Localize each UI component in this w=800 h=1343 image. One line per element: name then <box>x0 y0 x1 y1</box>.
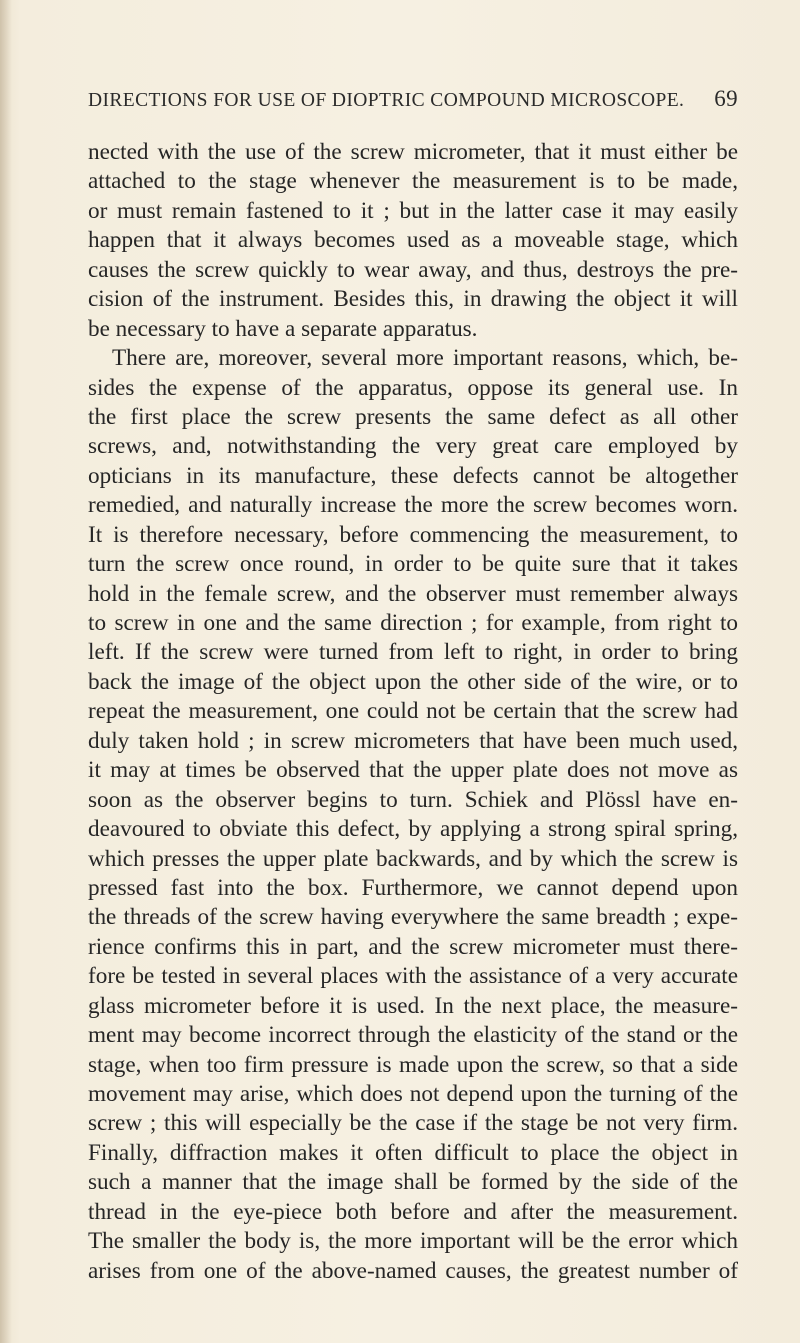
text-line: arises from one of the above-named causes, the greatest number of <box>88 1257 738 1284</box>
text-line: sides the expense of the apparatus, oppose its general use. In <box>88 374 738 401</box>
text-line: back the image of the object upon the other side of the wire, or to <box>88 668 738 695</box>
text-line: screw ; this will especially be the case if the stage be not very firm. <box>88 1110 738 1137</box>
text-line: or must remain fastened to it ; but in the latter case it may easily <box>88 197 738 224</box>
text-line: soon as the observer begins to turn. Schiek and Plössl have en- <box>88 786 738 813</box>
text-line: such a manner that the image shall be formed by the side of the <box>88 1169 738 1196</box>
text-line: stage, when too firm pressure is made upon the screw, so that a side <box>88 1051 738 1078</box>
text-line: thread in the eye-piece both before and after the measurement. <box>88 1198 738 1225</box>
text-line: causes the screw quickly to wear away, and thus, destroys the pre- <box>88 256 738 283</box>
text-line: the threads of the screw having everywhere the same breadth ; expe- <box>88 904 738 931</box>
page-number: 69 <box>714 86 738 111</box>
text-line: screws, and, notwithstanding the very great care employed by <box>88 433 738 460</box>
text-line: attached to the stage whenever the measurement is to be made, <box>88 168 738 195</box>
text-line: nected with the use of the screw micrometer, that it must either be <box>88 139 738 165</box>
text-line: It is therefore necessary, before commencing the measurement, to <box>88 521 738 548</box>
page-gutter-shadow <box>0 0 12 1343</box>
text-line: duly taken hold ; in screw micrometers that have been much used, <box>88 727 738 754</box>
text-line: cision of the instrument. Besides this, in drawing the object it will <box>88 286 738 313</box>
text-line: rience confirms this in part, and the screw micrometer must there- <box>88 933 738 960</box>
text-line: opticians in its manufacture, these defects cannot be altogether <box>88 462 738 489</box>
text-line: happen that it always becomes used as a moveable stage, which <box>88 227 738 254</box>
text-line: hold in the female screw, and the observer must remember always <box>88 580 738 607</box>
text-line: remedied, and naturally increase the more the screw becomes worn. <box>88 492 738 519</box>
text-line: fore be tested in several places with the assistance of a very accurate <box>88 963 738 990</box>
text-line: movement may arise, which does not depend upon the turning of the <box>88 1081 738 1107</box>
text-line: which presses the upper plate backwards, and by which the screw is <box>88 845 738 872</box>
text-line: The smaller the body is, the more important will be the error which <box>88 1228 738 1255</box>
text-line: repeat the measurement, one could not be certain that the screw had <box>88 698 738 725</box>
text-line: Finally, diffraction makes it often difficult to place the object in <box>88 1139 738 1166</box>
text-line: pressed fast into the box. Furthermore, we cannot depend upon <box>88 874 738 901</box>
text-line: be necessary to have a separate apparatus. <box>88 315 478 342</box>
text-line: it may at times be observed that the upper plate does not move as <box>88 757 738 784</box>
running-head-title: DIRECTIONS FOR USE OF DIOPTRIC COMPOUND MICROSCOPE. <box>88 90 685 111</box>
text-line: the first place the screw presents the same defect as all other <box>88 403 738 430</box>
text-line: left. If the screw were turned from left to right, in order to bring <box>88 639 738 666</box>
text-line: There are, moreover, several more important reasons, which, be- <box>112 345 738 372</box>
text-line: turn the screw once round, in order to be quite sure that it takes <box>88 551 738 578</box>
running-head <box>88 86 738 112</box>
text-line: to screw in one and the same direction ; for example, from right to <box>88 610 738 636</box>
text-line: glass micrometer before it is used. In the next place, the measure- <box>88 992 738 1019</box>
body-text <box>88 138 738 1286</box>
text-line: deavoured to obviate this defect, by applying a strong spiral spring, <box>88 816 738 843</box>
text-line: ment may become incorrect through the elasticity of the stand or the <box>88 1022 738 1049</box>
